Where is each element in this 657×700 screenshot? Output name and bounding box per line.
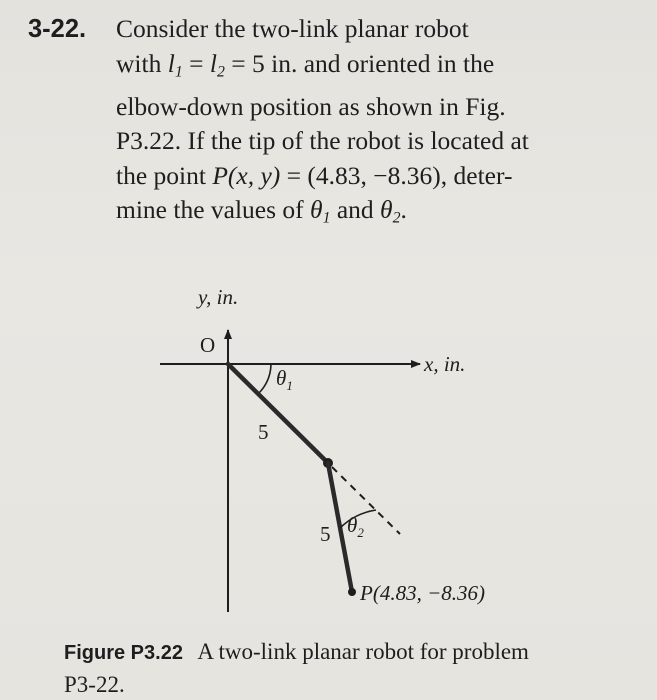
x-axis-label: x, in. bbox=[424, 352, 466, 376]
y-axis-label: y, in. bbox=[198, 285, 239, 309]
caption-label: Figure P3.22 bbox=[64, 642, 183, 664]
theta1-symbol: $\theta_1$ bbox=[310, 195, 331, 227]
link1-extension-dashed bbox=[332, 467, 400, 534]
theta1-label: $\theta_1$ bbox=[276, 366, 293, 393]
tip-label: P(4.83, −8.36) bbox=[360, 581, 485, 605]
theta1-arc bbox=[259, 364, 271, 393]
problem-line-2: with $l_1 = l_2 = 5$ in. and oriented in the bbox=[116, 48, 495, 81]
figure-caption bbox=[64, 636, 534, 700]
theta2-label: $\theta_2$ bbox=[347, 513, 364, 540]
point-symbol: P(x, y) bbox=[212, 160, 281, 190]
origin-label: O bbox=[200, 333, 216, 357]
link1-symbol: $l_1$ bbox=[167, 48, 183, 81]
link1-length-label: 5 bbox=[258, 420, 269, 444]
caption-text: A two-link planar robot for problem P3-22. bbox=[64, 639, 529, 697]
problem-line-3: elbow-down position as shown in Fig. bbox=[116, 91, 506, 121]
problem-number: 3-22. bbox=[28, 15, 87, 43]
theta2-symbol: $\theta_2$ bbox=[380, 195, 401, 227]
problem-line-6: mine the values of $\theta_1$ and $\theta_2$. bbox=[116, 195, 407, 227]
problem-line-1: Consider the two-link planar robot bbox=[116, 14, 469, 43]
tip-point bbox=[348, 588, 356, 596]
problem-line-5: the point P(x, y) = (4.83, −8.36), deter- bbox=[116, 160, 513, 190]
problem-line-4: P3.22. If the tip of the robot is located at bbox=[116, 126, 529, 156]
link2-length-label: 5 bbox=[320, 522, 331, 546]
link2-symbol: $l_2$ bbox=[209, 48, 225, 81]
